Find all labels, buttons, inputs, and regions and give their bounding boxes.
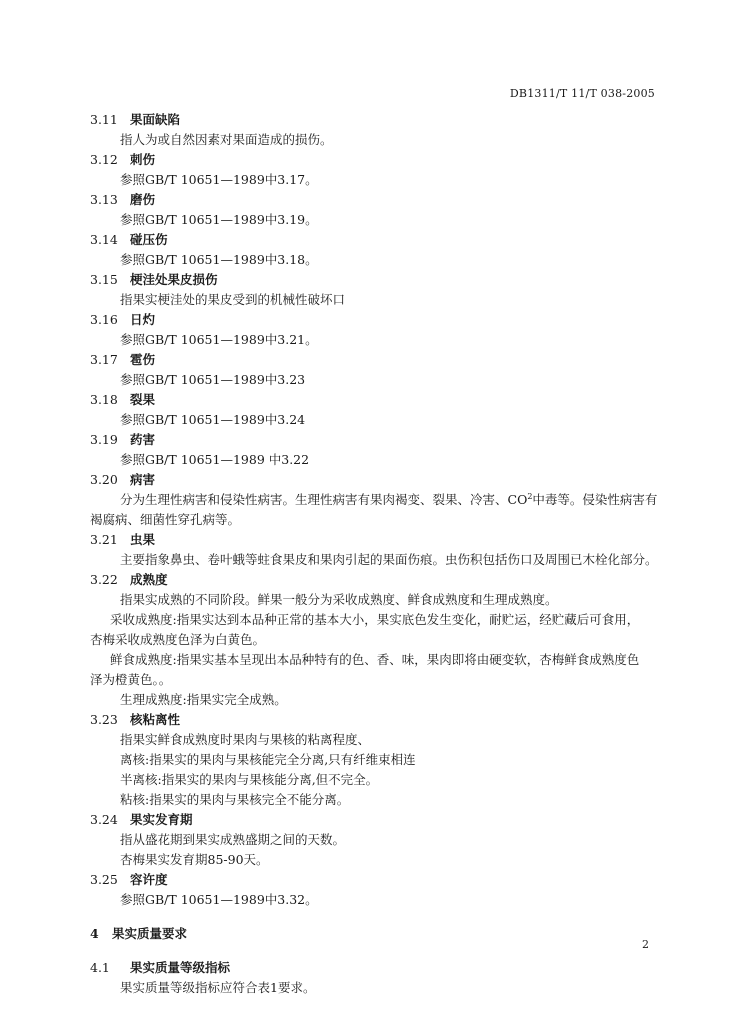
term-3-23 — [90, 710, 660, 810]
term-number: 3.18 — [90, 392, 118, 407]
term-number: 3.15 — [90, 272, 118, 287]
desc-part: 分为生理性病害和侵染性病害。生理性病害有果肉褐变、裂果、冷害、CO — [120, 492, 528, 507]
term-title: 碰压伤 — [130, 232, 168, 247]
section-description: 果实质量等级指标应符合表1要求。 — [120, 980, 316, 995]
term-description: 参照GB/T 10651—1989中3.21。 — [120, 332, 318, 347]
desc-part: 中毒等。侵染性病害有 — [532, 492, 658, 507]
page-number: 2 — [642, 938, 649, 951]
term-title: 雹伤 — [130, 352, 156, 367]
term-number: 3.23 — [90, 712, 118, 727]
term-description: 指果实梗洼处的果皮受到的机械性破坏口 — [120, 292, 346, 307]
term-title: 容许度 — [130, 872, 168, 887]
term-description: 参照GB/T 10651—1989中3.18。 — [120, 252, 318, 267]
term-description: 指从盛花期到果实成熟盛期之间的天数。 — [120, 832, 346, 847]
term-description-continued: 褐腐病、细菌性穿孔病等。 — [90, 512, 241, 527]
term-number: 3.16 — [90, 312, 118, 327]
term-title: 裂果 — [130, 392, 156, 407]
term-title: 果实发育期 — [130, 812, 193, 827]
term-3-15 — [90, 270, 660, 310]
term-3-12 — [90, 150, 660, 190]
term-title: 果面缺陷 — [130, 112, 181, 127]
term-title: 刺伤 — [130, 152, 156, 167]
term-number: 3.21 — [90, 532, 118, 547]
development-period-text: 杏梅果实发育期85-90天。 — [120, 852, 269, 867]
term-description: 参照GB/T 10651—1989中3.23 — [120, 372, 306, 387]
harvest-maturity-text-continued: 杏梅采收成熟度色泽为白黄色。 — [90, 632, 266, 647]
term-title: 虫果 — [130, 532, 156, 547]
term-number: 3.14 — [90, 232, 118, 247]
term-description — [90, 490, 660, 510]
term-title: 药害 — [130, 432, 156, 447]
term-description: 参照GB/T 10651—1989中3.17。 — [120, 172, 318, 187]
term-title: 梗洼处果皮损伤 — [130, 272, 218, 287]
eating-maturity-text: 鲜食成熟度:指果实基本呈现出本品种特有的色、香、味，果肉即将由硬变软，杏梅鲜食成熟度色 — [110, 652, 640, 667]
term-3-18 — [90, 390, 660, 430]
term-description: 参照GB/T 10651—1989中3.24 — [120, 412, 306, 427]
term-3-17 — [90, 350, 660, 390]
term-description: 指人为或自然因素对果面造成的损伤。 — [120, 132, 333, 147]
term-title: 磨伤 — [130, 192, 156, 207]
term-title: 核粘离性 — [130, 712, 181, 727]
document-header-id: DB1311/T 11/T 038-2005 — [509, 87, 655, 100]
term-number: 3.25 — [90, 872, 118, 887]
term-description: 参照GB/T 10651—1989中3.19。 — [120, 212, 318, 227]
clingstone-text: 粘核:指果实的果肉与果核完全不能分离。 — [120, 792, 350, 807]
term-number: 3.11 — [90, 112, 118, 127]
term-3-11 — [90, 110, 660, 150]
harvest-maturity-text: 采收成熟度:指果实达到本品种正常的基本大小，果实底色发生变化，耐贮运，经贮藏后可食用， — [110, 612, 640, 627]
term-3-13 — [90, 190, 660, 230]
term-description: 参照GB/T 10651—1989中3.32。 — [120, 892, 318, 907]
term-number: 3.20 — [90, 472, 118, 487]
term-title: 成熟度 — [130, 572, 168, 587]
section-number: 4 — [90, 926, 99, 941]
term-3-19 — [90, 430, 660, 470]
term-number: 3.19 — [90, 432, 118, 447]
term-3-20 — [90, 470, 660, 530]
term-number: 3.12 — [90, 152, 118, 167]
term-description: 主要指象鼻虫、卷叶蛾等蛀食果皮和果肉引起的果面伤痕。虫伤积包括伤口及周围已木栓化部分。 — [120, 552, 658, 567]
section-number: 4.1 — [90, 960, 110, 975]
term-number: 3.22 — [90, 572, 118, 587]
eating-maturity-text-continued: 泽为橙黄色。。 — [90, 672, 172, 687]
term-3-14 — [90, 230, 660, 270]
freestone-text: 离核:指果实的果肉与果核能完全分离,只有纤维束相连 — [120, 752, 416, 767]
term-number: 3.24 — [90, 812, 118, 827]
term-3-25 — [90, 870, 660, 910]
section-title: 果实质量要求 — [112, 926, 188, 941]
superscript: 2 — [527, 491, 533, 501]
term-title: 病害 — [130, 472, 156, 487]
term-title: 日灼 — [130, 312, 156, 327]
section-4-heading — [90, 924, 660, 944]
term-3-16 — [90, 310, 660, 350]
term-3-21 — [90, 530, 660, 570]
semi-freestone-text: 半离核:指果实的果肉与果核能分离,但不完全。 — [120, 772, 379, 787]
term-description: 指果实成熟的不同阶段。鲜果一般分为采收成熟度、鲜食成熟度和生理成熟度。 — [120, 592, 558, 607]
section-title: 果实质量等级指标 — [130, 960, 231, 975]
term-3-24 — [90, 810, 660, 870]
term-description: 指果实鲜食成熟度时果肉与果核的粘离程度、 — [120, 732, 371, 747]
term-description: 参照GB/T 10651—1989 中3.22 — [120, 452, 310, 467]
term-number: 3.17 — [90, 352, 118, 367]
section-4-1 — [90, 958, 660, 998]
term-number: 3.13 — [90, 192, 118, 207]
document-body — [90, 110, 660, 998]
physiological-maturity-text: 生理成熟度:指果实完全成熟。 — [120, 692, 287, 707]
term-3-22 — [90, 570, 660, 710]
